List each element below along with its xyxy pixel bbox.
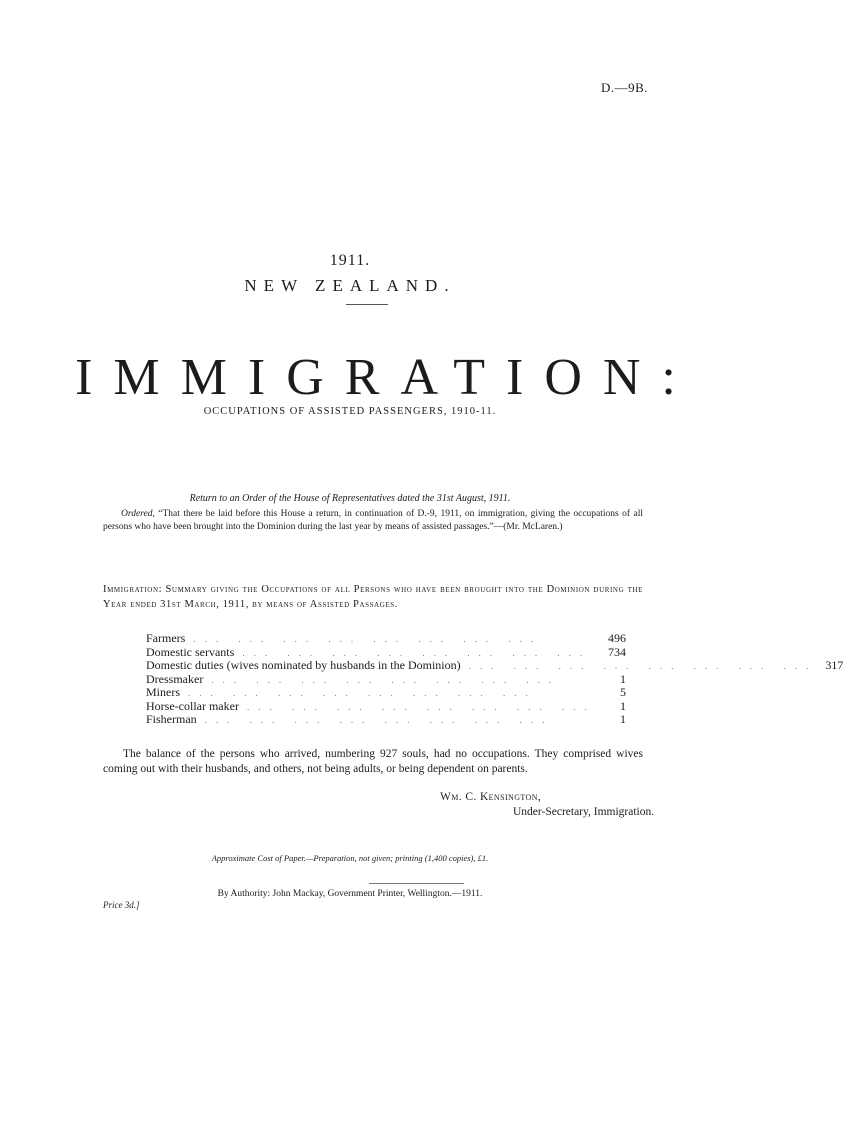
table-row [146, 699, 626, 713]
page-subtitle: OCCUPATIONS OF ASSISTED PASSENGERS, 1910-11. [203, 406, 497, 417]
document-reference: D.—9B. [600, 80, 648, 95]
cost-note: Approximate Cost of Paper.—Preparation, not given; printing (1,400 copies), £1. [211, 853, 489, 863]
summary-heading-lead: Immigration: [103, 584, 163, 595]
leader-dots: ... ... ... ... ... ... ... ... [246, 701, 596, 712]
summary-heading-text: Summary giving the Occupations of all Persons who have been brought into the Dominion during the Year ended 31st March, 1911, by means of Assisted Passages. [103, 584, 643, 610]
table-row [146, 658, 843, 672]
leader-dots: ... ... ... ... ... ... ... ... [211, 674, 561, 685]
occupations-table [146, 631, 843, 726]
printer-authority: By Authority: John Mackay, Government Printer, Wellington.—1911. [217, 889, 483, 899]
page-title: IMMIGRATION: [75, 349, 697, 406]
occupation-label: Fisherman [146, 712, 197, 726]
summary-heading [103, 582, 643, 612]
occupation-label: Miners [146, 685, 180, 699]
occupation-count: 1 [620, 671, 626, 686]
price-note: Price 3d.] [103, 900, 140, 910]
leader-dots: ... ... ... ... ... ... ... ... [204, 715, 554, 725]
table-row [146, 685, 626, 699]
balance-paragraph: The balance of the persons who arrived, numbering 927 souls, had no occupations. They comprised wives coming out with their husbands, and others, not being adults, or being dependent on parents. [103, 748, 643, 775]
signatory-name: Wm. C. Kensington, [440, 791, 542, 803]
ordered-label: Ordered, [121, 509, 155, 519]
occupation-count: 1 [620, 698, 626, 713]
document-country: NEW ZEALAND. [244, 276, 456, 295]
ordered-paragraph [103, 508, 643, 534]
footer-divider [369, 883, 464, 884]
occupation-count: 1 [620, 712, 626, 726]
leader-dots: ... ... ... ... ... ... ... ... [193, 634, 543, 644]
occupation-label: Farmers [146, 631, 186, 645]
occupation-count: 317 [825, 658, 843, 672]
occupation-label: Domestic duties (wives nominated by husbands in the Dominion) [146, 658, 461, 672]
table-row [146, 631, 626, 645]
occupation-count: 5 [620, 685, 626, 699]
title-divider [346, 304, 388, 305]
table-row [146, 712, 626, 726]
ordered-text: “That there be laid before this House a return, in continuation of D.-9, 1911, on immigration, giving the occupations of all persons who have been brought into the Dominion during the last year by means of assisted passages.”—(Mr. McLaren.) [103, 509, 643, 532]
document-year: 1911. [329, 252, 371, 269]
leader-dots: ... ... ... ... ... ... ... ... [242, 647, 592, 658]
leader-dots: ... ... ... ... ... ... ... ... [468, 661, 818, 671]
table-row [146, 672, 626, 686]
return-order-line: Return to an Order of the House of Representatives dated the 31st August, 1911. [189, 493, 511, 504]
occupation-count: 734 [608, 644, 626, 659]
occupation-count: 496 [608, 631, 626, 645]
occupation-label: Domestic servants [146, 644, 235, 659]
occupation-label: Horse-collar maker [146, 698, 239, 713]
leader-dots: ... ... ... ... ... ... ... ... [188, 688, 537, 698]
occupation-label: Dressmaker [146, 671, 204, 686]
signatory-title: Under-Secretary, Immigration. [513, 806, 655, 818]
table-row [146, 645, 626, 659]
